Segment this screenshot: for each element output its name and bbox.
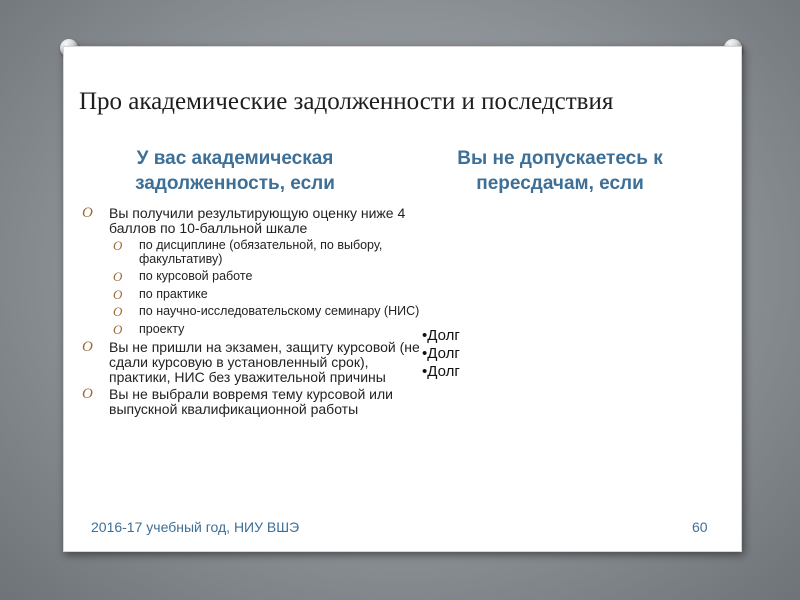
right-list-item: •Долг: [422, 327, 460, 344]
list-item: [82, 206, 427, 336]
sub-list-item: [109, 305, 427, 319]
bullet-icon: O: [113, 238, 123, 253]
bullet-icon: O: [82, 205, 93, 221]
bullet-icon: O: [113, 304, 123, 319]
left-bullet-list: [82, 206, 427, 419]
left-column-header: У вас академическая задолженность, если: [135, 148, 335, 194]
right-list-item: •Долг: [422, 345, 460, 362]
list-item: [82, 340, 427, 385]
bullet-icon: O: [113, 269, 123, 284]
right-list-item-hidden: •Имеете три и более академические задолженности: [422, 380, 677, 412]
page-number: 60: [692, 519, 708, 535]
bullet-icon: O: [82, 386, 93, 402]
list-item-text: Вы не выбрали вовремя тему курсовой или выпускной квалификационной работы: [109, 386, 393, 417]
bullet-icon: O: [113, 286, 123, 302]
sub-list-item-text: по дисциплине (обязательной, по выбору, факультативу): [139, 238, 383, 266]
list-item: [82, 387, 427, 417]
right-bullet-list: [422, 327, 772, 411]
sub-list-item: [109, 288, 427, 302]
right-column-header: Вы не допускаетесь к пересдачам, если: [457, 148, 663, 194]
bullet-icon: O: [82, 339, 93, 355]
sub-bullet-list: [109, 239, 427, 336]
slide-title: Про академические задолженности и последствия: [79, 88, 614, 115]
sub-list-item: [109, 323, 427, 337]
sub-list-item-text: по практике: [139, 286, 208, 301]
list-item-text: Вы получили результирующую оценку ниже 4 баллов по 10-балльной шкале: [109, 205, 406, 236]
sub-list-item-text: по курсовой работе: [139, 269, 253, 283]
list-item-text: Вы не пришли на экзамен, защиту курсовой (не сдали курсовую в установленный срок), практики, НИС без уважительной причины: [109, 339, 420, 385]
footer-text: 2016-17 учебный год, НИУ ВШЭ: [91, 519, 300, 535]
sub-list-item-text: проекту: [139, 321, 185, 336]
sub-list-item: [109, 270, 427, 284]
bullet-icon: O: [113, 321, 123, 337]
sub-list-item: [109, 239, 427, 266]
sub-list-item-text: по научно-исследовательскому семинару (НИС): [139, 304, 420, 318]
right-list-item: •Долг: [422, 363, 460, 380]
